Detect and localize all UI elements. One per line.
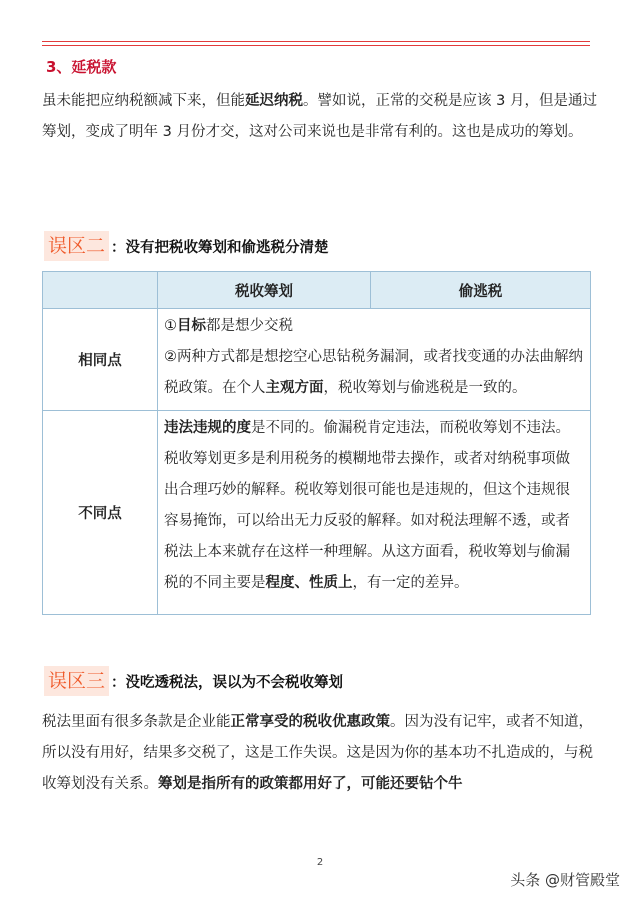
row-label: 不同点: [43, 411, 158, 615]
header-tax-evasion: 偷逃税: [371, 272, 591, 309]
header-empty-cell: [43, 272, 158, 309]
table-row: [43, 411, 591, 615]
cell-text: ，有一定的差异。: [352, 575, 469, 591]
top-rule: [42, 41, 590, 42]
misconception-tag: 误区二: [44, 231, 109, 261]
cell-line: [164, 342, 584, 404]
row-content: [158, 309, 591, 411]
para-emphasis: 筹划是指所有的政策都用好了，可能还要钻个牛: [158, 776, 463, 792]
row-label: 相同点: [43, 309, 158, 411]
table-header-row: [43, 272, 591, 309]
misconception-3-heading: [44, 665, 343, 697]
misconception-2-heading: [44, 230, 329, 262]
misconception-title: ：没有把税收筹划和偷逃税分清楚: [111, 239, 329, 256]
table-row: [43, 309, 591, 411]
cell-emphasis: 目标: [177, 318, 206, 334]
cell-emphasis: 违法违规的度: [164, 420, 251, 436]
misconception-tag: 误区三: [44, 666, 109, 696]
para-emphasis: 正常享受的税收优惠政策: [230, 714, 390, 730]
para-text: 税法里面有很多条款是企业能: [42, 714, 231, 730]
cell-text: 都是想少交税: [206, 318, 293, 334]
section-heading: 3、延税款: [46, 58, 117, 76]
cell-text: ①: [164, 318, 177, 334]
cell-text: ②两种方式都是想挖空心思钻税务漏洞，或者找变通的办法曲解纳税政策。在个人: [164, 349, 583, 396]
cell-text: ，税收筹划与偷逃税是一致的。: [323, 380, 527, 396]
cell-emphasis: 程度、性质上: [265, 575, 353, 591]
para-emphasis: 延迟纳税: [245, 93, 303, 109]
para-text: 虽未能把应纳税额减下来，但能: [42, 93, 245, 109]
cell-line: [164, 413, 584, 599]
watermark-text: 头条 @财管殿堂: [510, 871, 620, 889]
para-text: 。因为没有记牢，或者不知道，所以没有用好，结果多交税了，这是工作失误。这是因为你的基本功不扎造成的，与税收筹划没有关系。: [42, 714, 593, 792]
comparison-table: [42, 271, 591, 615]
section-paragraph: [42, 86, 598, 148]
page-number: 2: [316, 857, 324, 868]
cell-emphasis: 主观方面: [265, 380, 324, 396]
row-content: [158, 411, 591, 615]
top-rule: [42, 45, 590, 46]
header-tax-planning: 税收筹划: [158, 272, 371, 309]
para-text: 。譬如说，正常的交税是应该 3 月，但是通过筹划，变成了明年 3 月份才交，这对公司来说也是非常有利的。这也是成功的筹划。: [42, 93, 597, 140]
watermark: [510, 869, 620, 890]
cell-line: [164, 311, 584, 342]
misconception-paragraph: [42, 707, 598, 800]
cell-text: 是不同的。偷漏税肯定违法，而税收筹划不违法。税收筹划更多是利用税务的模糊地带去操作，或者对纳税事项做出合理巧妙的解释。税收筹划很可能也是违规的，但这个违规很容易掩饰，可以给出无力反驳的解释。如对税法理解不透，或者税法上本来就存在这样一种理解。从这方面看，税收筹划与偷漏税的不同主要是: [164, 420, 570, 591]
misconception-title: ：没吃透税法，误以为不会税收筹划: [111, 674, 344, 691]
